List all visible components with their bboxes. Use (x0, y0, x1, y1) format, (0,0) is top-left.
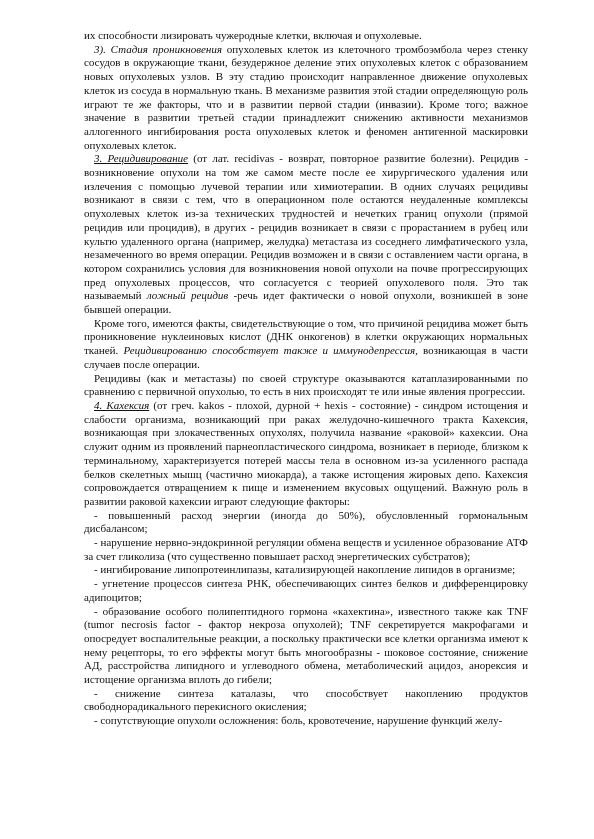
section-heading: 4. Кахексия (94, 399, 150, 412)
italic-phrase: Рецидивированию способствует также и иммунодепрессия, (123, 345, 418, 358)
list-item: - сопутствующие опухоли осложнения: боль, кровотечение, нарушение функций желу- (94, 715, 503, 728)
paragraph-text: опухолевых клеток из клеточного тромбоэмбола через стенку сосудов в окружающие ткани, безудержное деление этих опухолевых клеток с образованием новых опухолевых узлов. В эту стадию происходит направленное движение опухолевых клеток из сосуда в нормальную ткань. В механизме развития этой стадии определяющую роль играют те же факторы, что и в развитии первой стадии (инвазии). Кроме того; важное значение в развитии третьей стадии принадлежит снижению активности механизмов аллогенного ингибирования роста опухолевых клеток и феномен антигенной маскировки опухолевых клеток. (84, 43, 528, 152)
paragraph-recurrence (84, 153, 528, 317)
paragraph-recurrence-structure (84, 373, 528, 400)
stage-heading: 3). Стадия проникновения (94, 43, 222, 56)
paragraph-text: Рецидивы (как и метастазы) по своей структуре оказываются катаплазированными по сравнению с первичной опухолью, то есть в них происходят те или иные явления прогрессии. (84, 372, 528, 399)
paragraph-recurrence-factors (84, 318, 528, 373)
paragraph-text: возникающая в части случаев после операции. (84, 345, 528, 371)
list-item: - образование особого полипептидного гормона «кахектина», известного также как TNF (tumor necrosis factor - фактор некроза опухолей); TNF секретируется макрофагами и опосредует воспалительные реакции, а поскольку практически все клетки организма имеют к нему рецепторы, то его эффекты могут быть многообразны - шоковое состояние, снижение АД, расстройства липидного и углеводного обмена, метаболический ацидоз, анорексия и истощение организма вплоть до гибели; (84, 605, 528, 687)
paragraph-text: -речь идет фактически о новой опухоли, возникшей в зоне бывшей операции. (84, 290, 528, 317)
paragraph-text: (от лат. recidivas - возврат, повторное развитие болезни). Рецидив - возникновение опухоли на том же самом месте после ее хирургического удаления или излечения с помощью лучевой терапии или химиотерапии. В одних случаях рецидивы возникают в связи с тем, что в операционном поле остаются неудаленные комплексы опухолевых клеток из-за технических трудностей и нечетких границ опухоли (прямой рецидив или процидив), в других - рецидив возникает в связи с прорастанием в рубец или культю удаленного органа (например, желудка) метастаза из соседнего лимфатического узла, незамеченного во время операции. Рецидив возможен и в связи с оставлением части органа, в котором сохранились условия для возникновения новой опухоли на почве прогрессирующих пред опухолевых процессов, что согласуется с теорией опухолевого поля. Это так называемый (84, 153, 528, 303)
paragraph-stage-penetration (84, 44, 528, 154)
list-item: - угнетение процессов синтеза РНК, обеспечивающих синтез белков и дифференцировку адипоцитов; (84, 578, 528, 604)
paragraph-text: Кроме того, имеются факты, свидетельствующие о том, что причиной рецидива может быть проникновение нуклеиновых кислот (ДНК онкогенов) в клетки окружающих нормальных тканей. (84, 317, 528, 358)
paragraph-text: (от греч. kakos - плохой, дурной + hexis - состояние) - синдром истощения и слабости организма, возникающий при раках желудочно-кишечного тракта Кахексия, возникающая при злокачественных опухолях, получила название «раковой» кахексии. Она служит одним из проявлений парнеопластического синдрома, возникает в периоде, близком к терминальному, характеризуется потерей массы тела в основном из-за усиленного распада белков скелетных мышц (частично миокарда), а также истощения жировых депо. Кахексия сопровождается отвращением к пище и изменением вкусовых ощущений. Важную роль в развитии раковой кахексии играют следующие факторы: (84, 399, 528, 508)
paragraph-text: их способности лизировать чужеродные клетки, включая и опухолевые. (84, 30, 422, 42)
paragraph-continuation (84, 30, 528, 44)
section-heading: 3. Рецидивирование (94, 153, 189, 166)
paragraph-cachexia (84, 400, 528, 510)
list-item: - нарушение нервно-эндокринной регуляции обмена веществ и усиленное образование АТФ за счет гликолиза (что существенно повышает расход энергетических субстратов); (84, 537, 528, 563)
list-item: - снижение синтеза каталазы, что способствует накоплению продуктов свободнорадикального перекисного окисления; (84, 687, 528, 714)
document-page (84, 30, 528, 729)
list-item: - ингибирование липопротеинлипазы, катализирующей накопление липидов в организме; (94, 564, 516, 577)
italic-term: ложный рецидив (146, 290, 229, 303)
list-item: - повышенный расход энергии (иногда до 50%), обусловленный гормональным дисбалансом; (84, 509, 528, 536)
